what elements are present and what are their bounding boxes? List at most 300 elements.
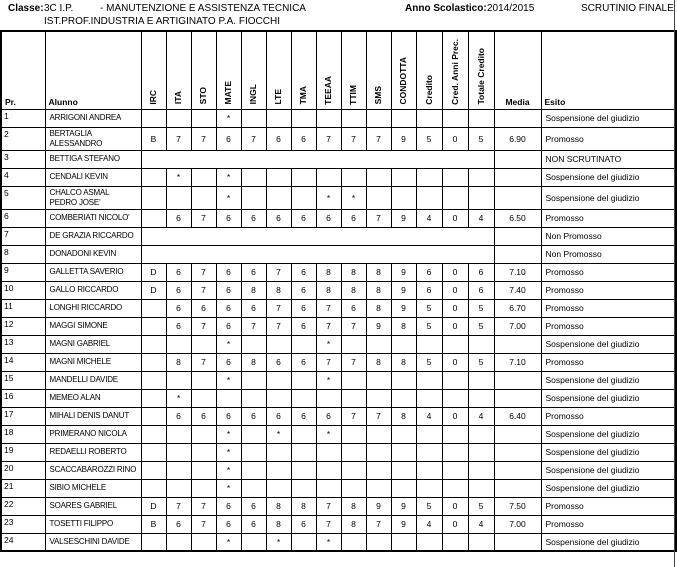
- esito-cell: Sospensione del giudizio: [541, 371, 676, 389]
- grade-cell-ttim: [341, 168, 366, 186]
- grade-cell-ttim: 7: [341, 317, 366, 335]
- grade-cell-mate: *: [216, 109, 241, 127]
- table-row: [1, 443, 676, 461]
- grade-cell-ingl: [241, 371, 266, 389]
- grade-cell-ttim: 6: [341, 299, 366, 317]
- col-header-credito: [416, 31, 442, 109]
- grade-cell-irc: [141, 407, 166, 425]
- media-cell: [494, 168, 541, 186]
- grade-cell-totale-credito: [468, 425, 494, 443]
- row-number-cell: 10: [1, 281, 45, 299]
- grade-cell-condotta: [391, 335, 416, 353]
- grade-cell-teeaa: [316, 109, 341, 127]
- student-name-cell: MANDELLI DAVIDE: [45, 371, 141, 389]
- report-header: [0, 0, 677, 30]
- grade-cell-irc: [141, 186, 166, 209]
- esito-cell: Promosso: [541, 317, 676, 335]
- row-number-cell: 6: [1, 209, 45, 227]
- table-row: [1, 168, 676, 186]
- results-table-body: [1, 109, 676, 551]
- grade-cell-tma: 6: [291, 299, 316, 317]
- grade-cell-ita: 7: [166, 497, 191, 515]
- row-number-cell: 21: [1, 479, 45, 497]
- grade-cell-teeaa: [316, 479, 341, 497]
- grade-cell-ingl: 6: [241, 497, 266, 515]
- col-header-ingl: [241, 31, 266, 109]
- table-row: [1, 209, 676, 227]
- grade-cell-ingl: 7: [241, 127, 266, 150]
- col-header-label: ITA: [173, 91, 184, 105]
- grade-cell-cred-anni-prec: [442, 461, 468, 479]
- grade-cell-tma: [291, 168, 316, 186]
- grade-cell-cred-anni-prec: 0: [442, 209, 468, 227]
- student-name-cell: TOSETTI FILIPPO: [45, 515, 141, 533]
- grade-cell-tma: [291, 461, 316, 479]
- grade-cell-lte: 6: [266, 209, 291, 227]
- media-cell: [494, 186, 541, 209]
- grade-cell-irc: D: [141, 263, 166, 281]
- grade-cell-condotta: [391, 389, 416, 407]
- grade-cell-ita: [166, 461, 191, 479]
- media-cell: 7.50: [494, 497, 541, 515]
- table-row: [1, 109, 676, 127]
- grade-cell-lte: 8: [266, 515, 291, 533]
- esito-cell: Sospensione del giudizio: [541, 389, 676, 407]
- grade-cell-cred-anni-prec: [442, 168, 468, 186]
- student-name-cell: VALSESCHINI DAVIDE: [45, 533, 141, 551]
- merged-empty-cell: [141, 150, 494, 168]
- grade-cell-sto: 7: [191, 353, 216, 371]
- grade-cell-condotta: 9: [391, 127, 416, 150]
- grade-cell-ita: *: [166, 168, 191, 186]
- grade-cell-sms: 7: [366, 209, 391, 227]
- grade-cell-ttim: 8: [341, 497, 366, 515]
- grade-cell-condotta: 9: [391, 299, 416, 317]
- grade-cell-irc: [141, 109, 166, 127]
- grade-cell-sms: 7: [366, 515, 391, 533]
- media-cell: [494, 425, 541, 443]
- classe-value: 3C I.P.: [44, 3, 74, 14]
- esito-cell: Sospensione del giudizio: [541, 533, 676, 551]
- grade-cell-ita: [166, 186, 191, 209]
- media-cell: [494, 109, 541, 127]
- student-name-cell: CENDALI KEVIN: [45, 168, 141, 186]
- grade-cell-ita: 6: [166, 515, 191, 533]
- table-row: [1, 515, 676, 533]
- grade-cell-ttim: 7: [341, 353, 366, 371]
- grade-cell-sto: 7: [191, 497, 216, 515]
- row-number-cell: 15: [1, 371, 45, 389]
- grade-cell-cred-anni-prec: [442, 109, 468, 127]
- row-number-cell: 11: [1, 299, 45, 317]
- grade-cell-sto: 7: [191, 263, 216, 281]
- student-name-cell: ARRIGONI ANDREA: [45, 109, 141, 127]
- grade-cell-cred-anni-prec: [442, 371, 468, 389]
- grade-cell-ttim: [341, 335, 366, 353]
- grade-cell-teeaa: 7: [316, 299, 341, 317]
- row-number-cell: 1: [1, 109, 45, 127]
- grade-cell-cred-anni-prec: [442, 533, 468, 551]
- row-number-cell: 8: [1, 245, 45, 263]
- student-name-cell: MAGNI GABRIEL: [45, 335, 141, 353]
- grade-cell-ita: [166, 479, 191, 497]
- grade-cell-irc: B: [141, 127, 166, 150]
- grade-cell-totale-credito: 4: [468, 515, 494, 533]
- row-number-cell: 9: [1, 263, 45, 281]
- grade-cell-credito: 6: [416, 281, 442, 299]
- table-row: [1, 461, 676, 479]
- row-number-cell: 12: [1, 317, 45, 335]
- grade-cell-ttim: [341, 461, 366, 479]
- col-header-label: TEEAA: [323, 75, 334, 105]
- grade-cell-tma: 6: [291, 353, 316, 371]
- student-name-cell: MAGGI SIMONE: [45, 317, 141, 335]
- grade-cell-credito: 4: [416, 515, 442, 533]
- grade-cell-ita: [166, 425, 191, 443]
- grade-cell-teeaa: 8: [316, 263, 341, 281]
- grade-cell-lte: 7: [266, 317, 291, 335]
- grade-cell-ttim: 6: [341, 209, 366, 227]
- esito-cell: Sospensione del giudizio: [541, 443, 676, 461]
- row-number-cell: 5: [1, 186, 45, 209]
- row-number-cell: 14: [1, 353, 45, 371]
- grade-cell-ingl: [241, 109, 266, 127]
- media-cell: 6.70: [494, 299, 541, 317]
- media-cell: 7.10: [494, 263, 541, 281]
- grade-cell-condotta: 8: [391, 353, 416, 371]
- grade-cell-teeaa: *: [316, 533, 341, 551]
- media-cell: [494, 533, 541, 551]
- results-table: [0, 30, 677, 552]
- grade-cell-sms: 8: [366, 299, 391, 317]
- col-header-label: TMA: [298, 86, 309, 105]
- grade-cell-mate: 6: [216, 209, 241, 227]
- media-cell: [494, 389, 541, 407]
- col-header-irc: [141, 31, 166, 109]
- course-name: - MANUTENZIONE E ASSISTENZA TECNICA: [100, 3, 306, 14]
- grade-cell-ttim: 7: [341, 407, 366, 425]
- grade-cell-mate: 6: [216, 407, 241, 425]
- col-header-pr: Pr.: [1, 31, 45, 109]
- grade-cell-tma: 6: [291, 317, 316, 335]
- grade-cell-ttim: [341, 533, 366, 551]
- grade-cell-ingl: [241, 533, 266, 551]
- grade-cell-irc: [141, 209, 166, 227]
- grade-cell-irc: [141, 389, 166, 407]
- col-header-tma: [291, 31, 316, 109]
- grade-cell-teeaa: *: [316, 186, 341, 209]
- grade-cell-lte: [266, 479, 291, 497]
- grade-cell-ingl: [241, 186, 266, 209]
- grade-cell-lte: 6: [266, 127, 291, 150]
- grade-cell-ita: [166, 335, 191, 353]
- row-number-cell: 16: [1, 389, 45, 407]
- grade-cell-lte: 7: [266, 263, 291, 281]
- table-row: [1, 245, 676, 263]
- grade-cell-mate: 6: [216, 317, 241, 335]
- grade-cell-teeaa: [316, 461, 341, 479]
- col-header-totale-credito: [468, 31, 494, 109]
- grade-cell-irc: [141, 317, 166, 335]
- row-number-cell: 19: [1, 443, 45, 461]
- col-header-label: Credito: [423, 74, 434, 105]
- grade-cell-cred-anni-prec: 0: [442, 407, 468, 425]
- grade-cell-ingl: 6: [241, 515, 266, 533]
- grade-cell-credito: [416, 533, 442, 551]
- grade-cell-mate: 6: [216, 127, 241, 150]
- student-name-cell: DONADONI KEVIN: [45, 245, 141, 263]
- grade-cell-sms: [366, 461, 391, 479]
- grade-cell-condotta: [391, 425, 416, 443]
- grade-cell-credito: 5: [416, 299, 442, 317]
- grade-cell-teeaa: 7: [316, 127, 341, 150]
- col-header-lte: [266, 31, 291, 109]
- esito-cell: Promosso: [541, 353, 676, 371]
- media-cell: [494, 245, 541, 263]
- grade-cell-ttim: *: [341, 186, 366, 209]
- grade-cell-mate: *: [216, 425, 241, 443]
- media-cell: [494, 150, 541, 168]
- esito-cell: Sospensione del giudizio: [541, 461, 676, 479]
- grade-cell-tma: 6: [291, 281, 316, 299]
- grade-cell-mate: 6: [216, 497, 241, 515]
- grade-cell-tma: 6: [291, 407, 316, 425]
- grade-cell-credito: [416, 168, 442, 186]
- student-name-cell: SIBIO MICHELE: [45, 479, 141, 497]
- media-cell: 6.40: [494, 407, 541, 425]
- table-row: [1, 335, 676, 353]
- grade-cell-mate: *: [216, 335, 241, 353]
- grade-cell-teeaa: *: [316, 335, 341, 353]
- esito-cell: Promosso: [541, 263, 676, 281]
- table-row: [1, 227, 676, 245]
- esito-cell: Promosso: [541, 209, 676, 227]
- esito-cell: Sospensione del giudizio: [541, 479, 676, 497]
- grade-cell-irc: [141, 479, 166, 497]
- grade-cell-ingl: [241, 389, 266, 407]
- grade-cell-mate: 6: [216, 299, 241, 317]
- grade-cell-irc: B: [141, 515, 166, 533]
- grade-cell-ttim: 7: [341, 127, 366, 150]
- grade-cell-tma: [291, 186, 316, 209]
- student-name-cell: CHALCO ASMAL PEDRO JOSE': [45, 186, 141, 209]
- grade-cell-mate: *: [216, 479, 241, 497]
- row-number-cell: 3: [1, 150, 45, 168]
- esito-cell: Promosso: [541, 407, 676, 425]
- grade-cell-sms: 9: [366, 317, 391, 335]
- merged-empty-cell: [141, 227, 494, 245]
- grade-cell-tma: [291, 371, 316, 389]
- col-header-label: TTIM: [348, 84, 359, 105]
- grade-cell-lte: [266, 335, 291, 353]
- table-row: [1, 317, 676, 335]
- media-cell: [494, 227, 541, 245]
- col-header-mate: [216, 31, 241, 109]
- grade-cell-credito: [416, 109, 442, 127]
- col-header-label: Cred. Anni Prec.: [449, 38, 460, 105]
- grade-cell-teeaa: 7: [316, 515, 341, 533]
- grade-cell-irc: D: [141, 281, 166, 299]
- row-number-cell: 22: [1, 497, 45, 515]
- grade-cell-totale-credito: [468, 443, 494, 461]
- grade-cell-ita: [166, 533, 191, 551]
- col-header-label: INGL: [248, 84, 259, 105]
- grade-cell-tma: [291, 443, 316, 461]
- grade-cell-mate: *: [216, 371, 241, 389]
- table-row: [1, 479, 676, 497]
- esito-cell: Sospensione del giudizio: [541, 425, 676, 443]
- esito-cell: Promosso: [541, 515, 676, 533]
- grade-cell-irc: [141, 168, 166, 186]
- grade-cell-sms: 8: [366, 281, 391, 299]
- grade-cell-ingl: 8: [241, 353, 266, 371]
- grade-cell-mate: 6: [216, 263, 241, 281]
- grade-cell-totale-credito: [468, 389, 494, 407]
- grade-cell-totale-credito: 5: [468, 127, 494, 150]
- media-cell: 6.50: [494, 209, 541, 227]
- grade-cell-cred-anni-prec: [442, 443, 468, 461]
- grade-cell-sto: [191, 479, 216, 497]
- table-row: [1, 497, 676, 515]
- grade-cell-cred-anni-prec: [442, 186, 468, 209]
- grade-cell-sto: 7: [191, 317, 216, 335]
- table-row: [1, 299, 676, 317]
- grade-cell-ttim: [341, 479, 366, 497]
- table-row: [1, 533, 676, 551]
- grade-cell-cred-anni-prec: 0: [442, 515, 468, 533]
- grade-cell-tma: [291, 425, 316, 443]
- grade-cell-ingl: [241, 335, 266, 353]
- esito-cell: Promosso: [541, 497, 676, 515]
- grade-cell-credito: [416, 443, 442, 461]
- media-cell: 7.10: [494, 353, 541, 371]
- grade-cell-totale-credito: [468, 109, 494, 127]
- student-name-cell: COMBERIATI NICOLO': [45, 209, 141, 227]
- grade-cell-sto: 7: [191, 209, 216, 227]
- results-table-head: [1, 31, 676, 109]
- grade-cell-lte: 8: [266, 497, 291, 515]
- grade-cell-condotta: 9: [391, 281, 416, 299]
- grade-cell-credito: [416, 335, 442, 353]
- grade-cell-sto: [191, 109, 216, 127]
- table-row: [1, 186, 676, 209]
- grade-cell-tma: [291, 533, 316, 551]
- grade-cell-condotta: 9: [391, 515, 416, 533]
- grade-cell-cred-anni-prec: 0: [442, 299, 468, 317]
- media-cell: [494, 443, 541, 461]
- grade-cell-sms: 8: [366, 353, 391, 371]
- grade-cell-irc: [141, 443, 166, 461]
- student-name-cell: MAGNI MICHELE: [45, 353, 141, 371]
- table-row: [1, 263, 676, 281]
- grade-cell-condotta: [391, 479, 416, 497]
- esito-cell: Promosso: [541, 127, 676, 150]
- grade-cell-ita: [166, 443, 191, 461]
- col-header-label: LTE: [273, 89, 284, 105]
- anno-scolastico-label: Anno Scolastico:: [405, 3, 487, 14]
- grade-cell-sms: [366, 533, 391, 551]
- col-header-label: Totale Credito: [475, 47, 486, 105]
- student-name-cell: DE GRAZIA RICCARDO: [45, 227, 141, 245]
- grade-cell-tma: 8: [291, 497, 316, 515]
- grade-cell-credito: 5: [416, 127, 442, 150]
- grade-cell-credito: 6: [416, 263, 442, 281]
- grade-cell-totale-credito: [468, 186, 494, 209]
- col-header-cred-anni-prec: [442, 31, 468, 109]
- grade-cell-condotta: 8: [391, 317, 416, 335]
- grade-cell-ingl: [241, 425, 266, 443]
- grade-cell-condotta: [391, 186, 416, 209]
- grade-cell-ita: 6: [166, 317, 191, 335]
- esito-cell: Sospensione del giudizio: [541, 335, 676, 353]
- grade-cell-teeaa: 8: [316, 281, 341, 299]
- grade-cell-totale-credito: 5: [468, 317, 494, 335]
- grade-cell-ttim: [341, 443, 366, 461]
- grade-cell-irc: [141, 371, 166, 389]
- grade-cell-credito: [416, 389, 442, 407]
- student-name-cell: GALLETTA SAVERIO: [45, 263, 141, 281]
- table-row: [1, 425, 676, 443]
- grade-cell-totale-credito: [468, 168, 494, 186]
- grade-cell-tma: [291, 479, 316, 497]
- grade-cell-ttim: [341, 389, 366, 407]
- grade-cell-ita: 6: [166, 407, 191, 425]
- grade-cell-credito: [416, 461, 442, 479]
- media-cell: [494, 461, 541, 479]
- grade-cell-ingl: [241, 479, 266, 497]
- student-name-cell: REDAELLI ROBERTO: [45, 443, 141, 461]
- grade-cell-teeaa: [316, 168, 341, 186]
- row-number-cell: 18: [1, 425, 45, 443]
- grade-cell-ita: 6: [166, 299, 191, 317]
- grade-cell-credito: 4: [416, 209, 442, 227]
- grade-cell-sto: 6: [191, 299, 216, 317]
- grade-cell-mate: 6: [216, 515, 241, 533]
- grade-cell-ingl: [241, 461, 266, 479]
- grade-cell-totale-credito: [468, 335, 494, 353]
- esito-cell: Sospensione del giudizio: [541, 109, 676, 127]
- student-name-cell: SCACCABAROZZI RINO: [45, 461, 141, 479]
- col-header-teeaa: [316, 31, 341, 109]
- grade-cell-sms: [366, 371, 391, 389]
- grade-cell-condotta: [391, 533, 416, 551]
- grade-cell-totale-credito: 5: [468, 299, 494, 317]
- grade-cell-teeaa: *: [316, 425, 341, 443]
- table-row: [1, 127, 676, 150]
- grade-cell-credito: [416, 479, 442, 497]
- grade-cell-lte: [266, 109, 291, 127]
- col-header-ttim: [341, 31, 366, 109]
- grade-cell-lte: [266, 186, 291, 209]
- media-cell: 6.90: [494, 127, 541, 150]
- col-header-condotta: [391, 31, 416, 109]
- col-header-label: SMS: [373, 86, 384, 105]
- grade-cell-credito: 5: [416, 317, 442, 335]
- grade-cell-lte: [266, 168, 291, 186]
- row-number-cell: 20: [1, 461, 45, 479]
- grade-cell-tma: 6: [291, 209, 316, 227]
- grade-cell-condotta: 9: [391, 497, 416, 515]
- grade-cell-cred-anni-prec: [442, 425, 468, 443]
- grade-cell-sto: [191, 461, 216, 479]
- media-cell: 7.00: [494, 515, 541, 533]
- grade-cell-condotta: 9: [391, 209, 416, 227]
- grade-cell-mate: *: [216, 443, 241, 461]
- grade-cell-totale-credito: [468, 479, 494, 497]
- esito-cell: NON SCRUTINATO: [541, 150, 676, 168]
- grade-cell-condotta: [391, 443, 416, 461]
- col-header-sms: [366, 31, 391, 109]
